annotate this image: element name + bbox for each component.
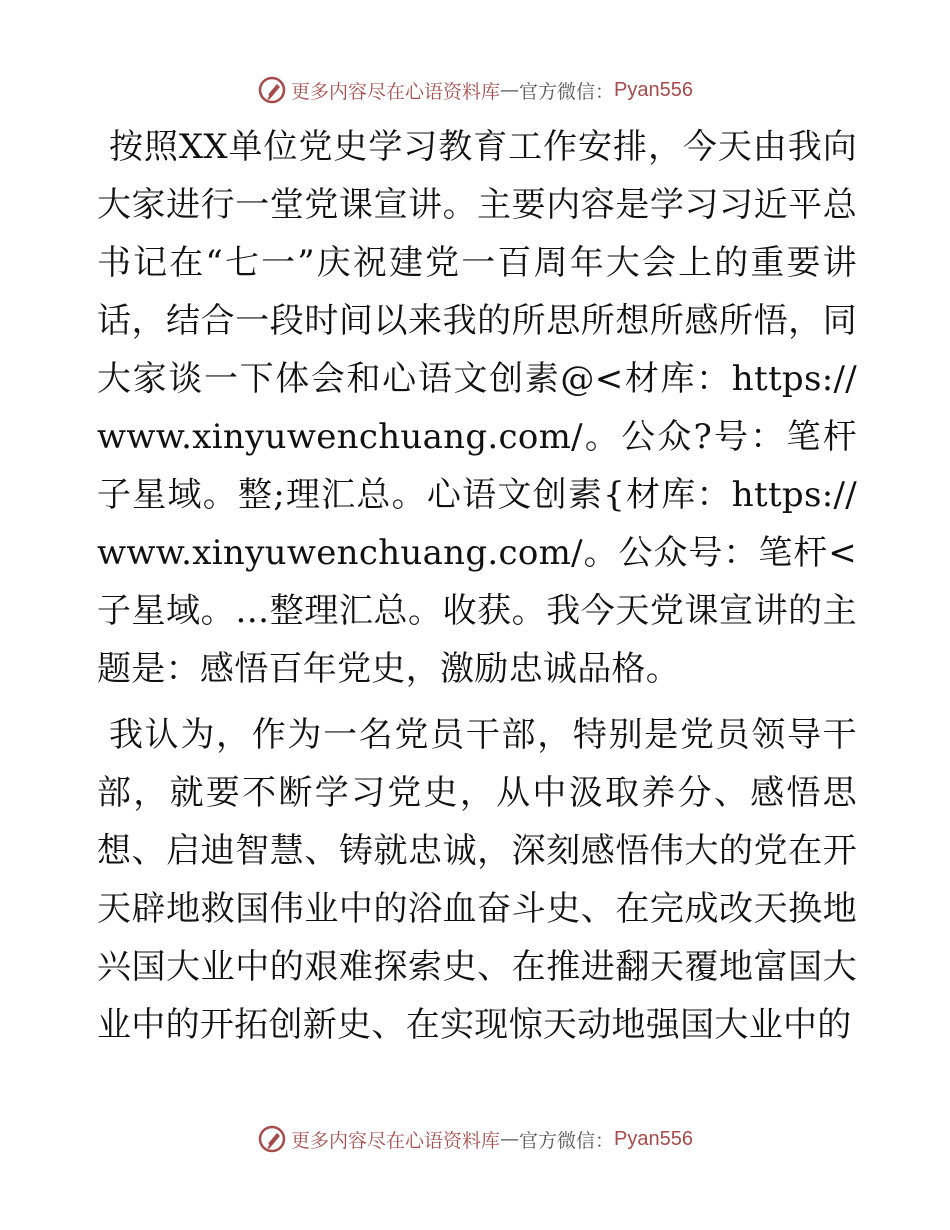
watermark-text: 更多内容尽在心语资料库 [291,80,501,103]
paragraph-1: 按照XX单位党史学习教育工作安排，今天由我向大家进行一堂党课宣讲。主要内容是学习习近平总书记在“七一”庆祝建党一百周年大会上的重要讲话，结合一段时间以来我的所思所想所感所悟，同大家谈一下体会和心语文创素@<材库：https://www.xinyuwenchuang.com/。公众?号：笔杆子星域。整;理汇总。心语文创素{材库：https://www.xinyuwenchuang.com/。公众号：笔杆<子星域。…整理汇总。收获。我今天党课宣讲的主题是：感悟百年党史，激励忠诚品格。 [97,127,857,689]
watermark-id: Pyan556 [614,78,693,101]
pen-logo-icon [257,1124,287,1154]
watermark-separator: — [500,79,520,101]
watermark-text: 更多内容尽在心语资料库 [291,1129,501,1152]
watermark-separator: — [500,1128,520,1150]
document-body [97,118,857,1054]
watermark-label: 官方微信： [519,1129,615,1152]
watermark-id: Pyan556 [614,1127,693,1150]
pen-logo-icon [257,75,287,105]
watermark-label: 官方微信： [519,80,615,103]
paragraph-2: 我认为，作为一名党员干部，特别是党员领导干部，就要不断学习党史，从中汲取养分、感悟思想、启迪智慧、铸就忠诚，深刻感悟伟大的党在开天辟地救国伟业中的浴血奋斗史、在完成改天换地兴国大业中的艰难探索史、在推进翻天覆地富国大业中的开拓创新史、在实现惊天动地强国大业中的 [97,715,857,1045]
footer-watermark [0,1121,950,1157]
header-watermark [0,72,950,108]
